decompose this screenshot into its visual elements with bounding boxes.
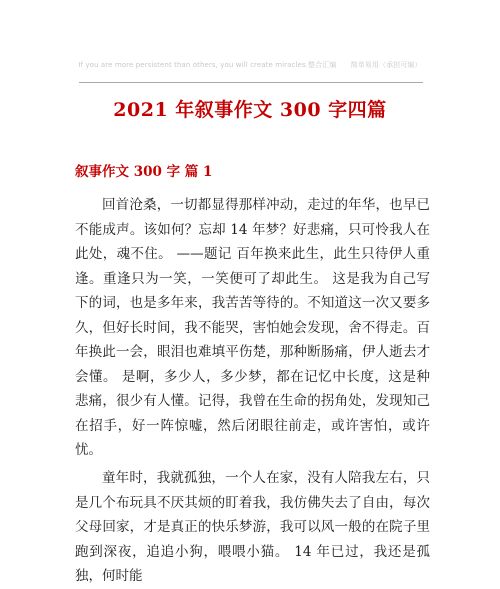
header-divider [79,82,423,83]
body-paragraph: 回首沧桑，一切都显得那样冲动，走过的年华，也早已不能成声。该如何？忘却 14 年梦？好悲痛，只可怜我人在此处，魂不住。 ——题记 百年换来此生，此生只待伊人重逢。重逢只为一笑，一笑便可了却此生。 这是我为自己写下的词，也是多年来，我苦苦等待的。不知道这一次又要多久，但好长时间，我不能哭，害怕她会发现，舍不得走。百年换此一会，眼泪也难填平伤楚，那种断肠痛，伊人逝去才会懂。 是啊，多少人，多少梦，都在记忆中长度，这是种悲痛，很少有人懂。记得，我曾在生命的拐角处，发现知己在招手，好一阵惊嘘，然后闭眼往前走，或许害怕，或许忧。 [75,197,430,458]
body-paragraph: 童年时，我就孤独，一个人在家，没有人陪我左右，只是几个布玩具不厌其烦的盯着我，我仿佛失去了自由，每次父母回家，才是真正的快乐梦游，我可以风一般的在院子里跑到深夜，追追小狗，喂喂小猫。 14 年已过，我还是孤独，何时能 [75,470,430,584]
header-tagline: If you are more persistent than others, you will create miracles.整合汇编 简单易用（承担可编） [78,61,422,69]
section-title: 叙事作文 300 字 篇 1 [75,164,213,180]
document-title: 2021 年叙事作文 300 字四篇 [113,99,387,121]
